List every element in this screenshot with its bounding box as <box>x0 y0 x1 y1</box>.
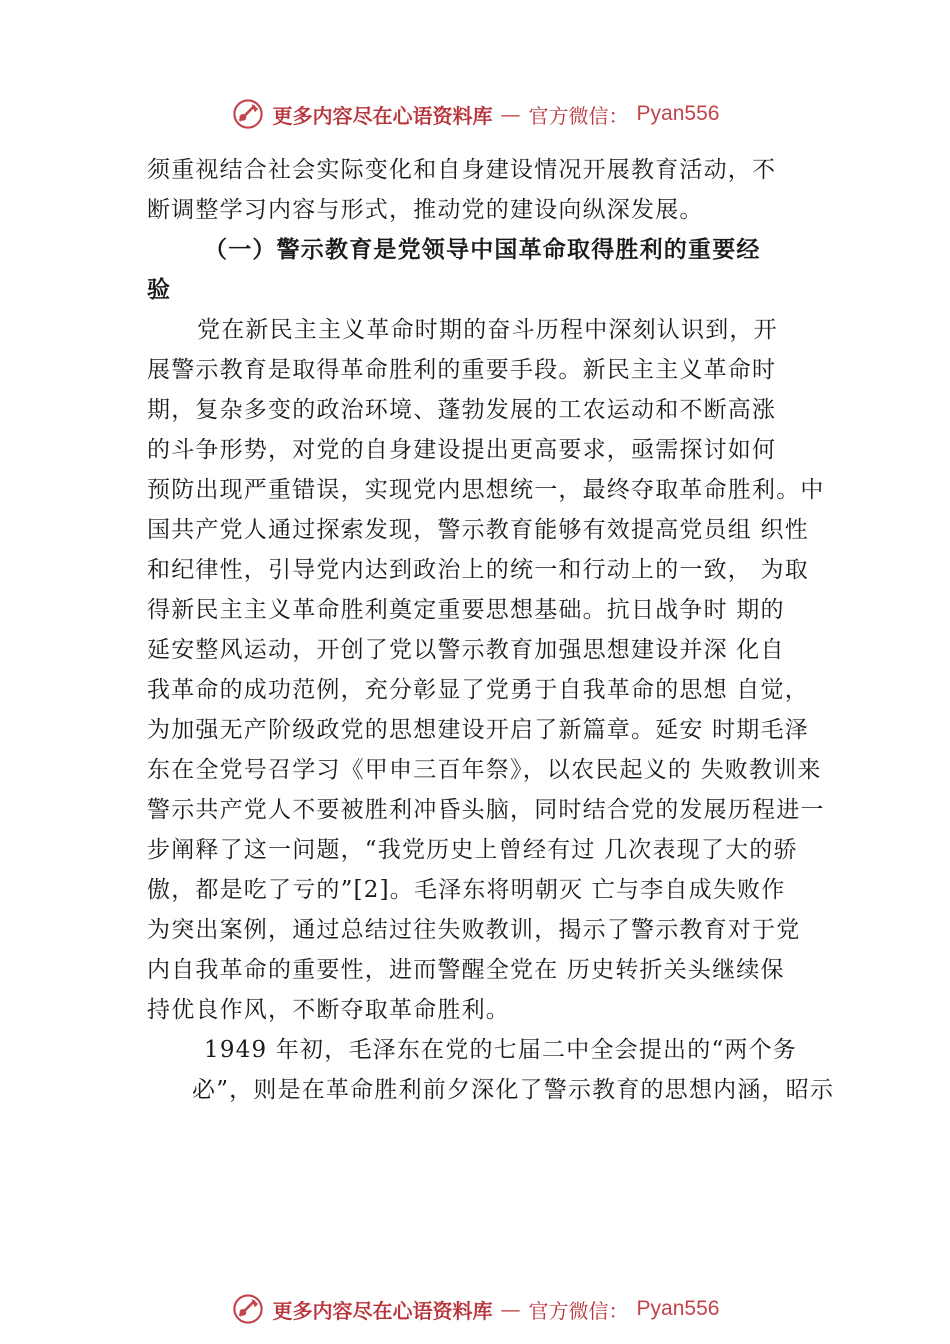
body-line: 傲，都是吃了亏的”[2]。毛泽东将明朝灭 亡与李自成失败作 <box>147 877 786 903</box>
footer-brand-text: 更多内容尽在心语资料库 <box>272 1298 493 1323</box>
brand-logo-icon <box>231 1292 265 1326</box>
footer-wechat-label: 官方微信： <box>528 1298 629 1323</box>
header-brand-text: 更多内容尽在心语资料库 <box>272 103 493 128</box>
footer-separator: — <box>500 1297 521 1321</box>
body-line: 党在新民主主义革命时期的奋斗历程中深刻认识到，开 <box>197 317 778 343</box>
brand-logo-icon <box>231 97 265 131</box>
header-wechat-id: Pyan556 <box>636 102 720 125</box>
header-banner <box>0 92 950 136</box>
body-line: 为突出案例，通过总结过往失败教训，揭示了警示教育对于党 <box>147 917 801 943</box>
body-line: 持优良作风，不断夺取革命胜利。 <box>147 997 510 1023</box>
body-line: 步阐释了这一问题，“我党历史上曾经有过 几次表现了大的骄 <box>147 837 798 863</box>
body-line: 为加强无产阶级政党的思想建设开启了新篇章。延安 时期毛泽 <box>147 717 809 743</box>
section-heading: （一）警示教育是党领导中国革命取得胜利的重要经 <box>204 236 761 263</box>
body-line: 期，复杂多变的政治环境、蓬勃发展的工农运动和不断高涨 <box>147 397 777 423</box>
body-line: 内自我革命的重要性，进而警醒全党在 历史转折关头继续保 <box>147 957 785 983</box>
body-line: 预防出现严重错误，实现党内思想统一，最终夺取革命胜利。中 <box>147 477 825 503</box>
body-line: 1949 年初，毛泽东在党的七届二中全会提出的“两个务 <box>204 1037 798 1063</box>
document-body <box>147 150 837 1110</box>
footer-wechat-id: Pyan556 <box>636 1297 720 1320</box>
body-line: 东在全党号召学习《甲申三百年祭》，以农民起义的 失败教训来 <box>147 757 822 783</box>
footer-banner <box>0 1287 950 1331</box>
body-line: 须重视结合社会实际变化和自身建设情况开展教育活动，不 <box>147 157 777 183</box>
section-heading-continued: 验 <box>147 276 172 303</box>
header-wechat-label: 官方微信： <box>528 103 629 128</box>
body-line: 断调整学习内容与形式，推动党的建设向纵深发展。 <box>147 197 704 223</box>
body-line: 必”，则是在革命胜利前夕深化了警示教育的思想内涵，昭示 <box>192 1077 835 1103</box>
body-line: 延安整风运动，开创了党以警示教育加强思想建设并深 化自 <box>147 637 785 663</box>
body-line: 得新民主主义革命胜利奠定重要思想基础。抗日战争时 期的 <box>147 597 785 623</box>
header-separator: — <box>500 102 521 126</box>
body-line: 展警示教育是取得革命胜利的重要手段。新民主主义革命时 <box>147 357 777 383</box>
body-line: 警示共产党人不要被胜利冲昏头脑，同时结合党的发展历程进一 <box>147 797 825 823</box>
body-line: 我革命的成功范例，充分彰显了党勇于自我革命的思想 自觉， <box>147 677 809 703</box>
body-line: 的斗争形势，对党的自身建设提出更高要求，亟需探讨如何 <box>147 437 777 463</box>
body-line: 国共产党人通过探索发现，警示教育能够有效提高党员组 织性 <box>147 517 809 543</box>
body-line: 和纪律性，引导党内达到政治上的统一和行动上的一致， 为取 <box>147 557 809 583</box>
